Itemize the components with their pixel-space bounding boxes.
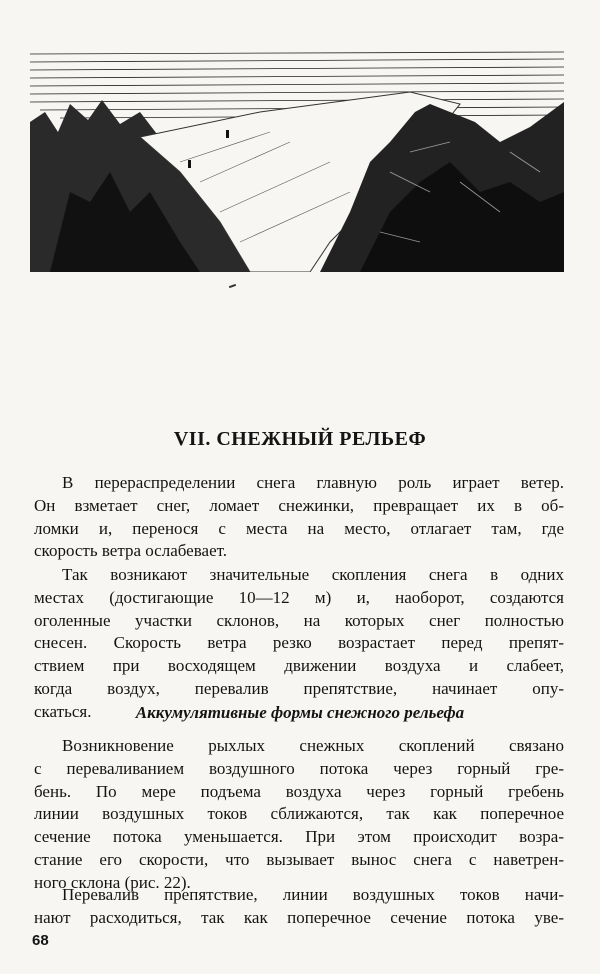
- text-line: ного склона (рис. 22).: [34, 872, 191, 892]
- stray-mark: [229, 284, 236, 288]
- text-line: Перевалив препятствие, линии воздушных токов начи-: [62, 885, 564, 904]
- text-line: когда воздух, перевалив препятствие, начинает опу-: [34, 678, 564, 698]
- paragraph-1: [34, 472, 564, 563]
- paragraph-3: [34, 735, 564, 895]
- text-line: Возникновение рыхлых снежных скоплений связано: [62, 736, 564, 755]
- text-line: сечение потока уменьшается. При этом происходит возра-: [34, 827, 564, 847]
- page-number: 68: [32, 932, 49, 949]
- paragraph-2: [34, 564, 564, 724]
- text-line: скорость ветра ослабевает.: [34, 541, 228, 561]
- text-line: стание его скорости, что вызывает вынос снега с наветрен-: [34, 849, 564, 869]
- text-line: местах (достигающие 10—12 м) и, наоборот, создаются: [34, 587, 564, 607]
- mountain-illustration: [30, 42, 564, 272]
- section-title: Аккумулятивные формы снежного рельефа: [135, 703, 465, 722]
- text-line: нают расходиться, так как поперечное сечение потока уве-: [34, 907, 564, 927]
- text-line: оголенные участки склонов, на которых снег полностью: [34, 610, 564, 630]
- text-line: снесен. Скорость ветра резко возрастает перед препят-: [34, 633, 564, 653]
- text-line: ломки и, перенося с места на место, отлагает там, где: [34, 518, 564, 538]
- text-line: с переваливанием воздушного потока через горный гре-: [34, 758, 564, 778]
- text-line: бень. По мере подъема воздуха через горный гребень: [34, 781, 564, 801]
- text-line: ствием при восходящем движении воздуха и слабеет,: [34, 656, 564, 676]
- chapter-title: VII. СНЕЖНЫЙ РЕЛЬЕФ: [173, 428, 427, 450]
- text-line: Так возникают значительные скопления снега в одних: [62, 565, 564, 584]
- text-line: В перераспределении снега главную роль играет ветер.: [62, 473, 564, 492]
- text-line: скаться.: [34, 701, 92, 721]
- paragraph-4: [34, 884, 564, 930]
- text-line: Он взметает снег, ломает снежинки, превращает их в об-: [34, 495, 564, 515]
- text-line: линии воздушных токов сближаются, так как поперечное: [34, 804, 564, 824]
